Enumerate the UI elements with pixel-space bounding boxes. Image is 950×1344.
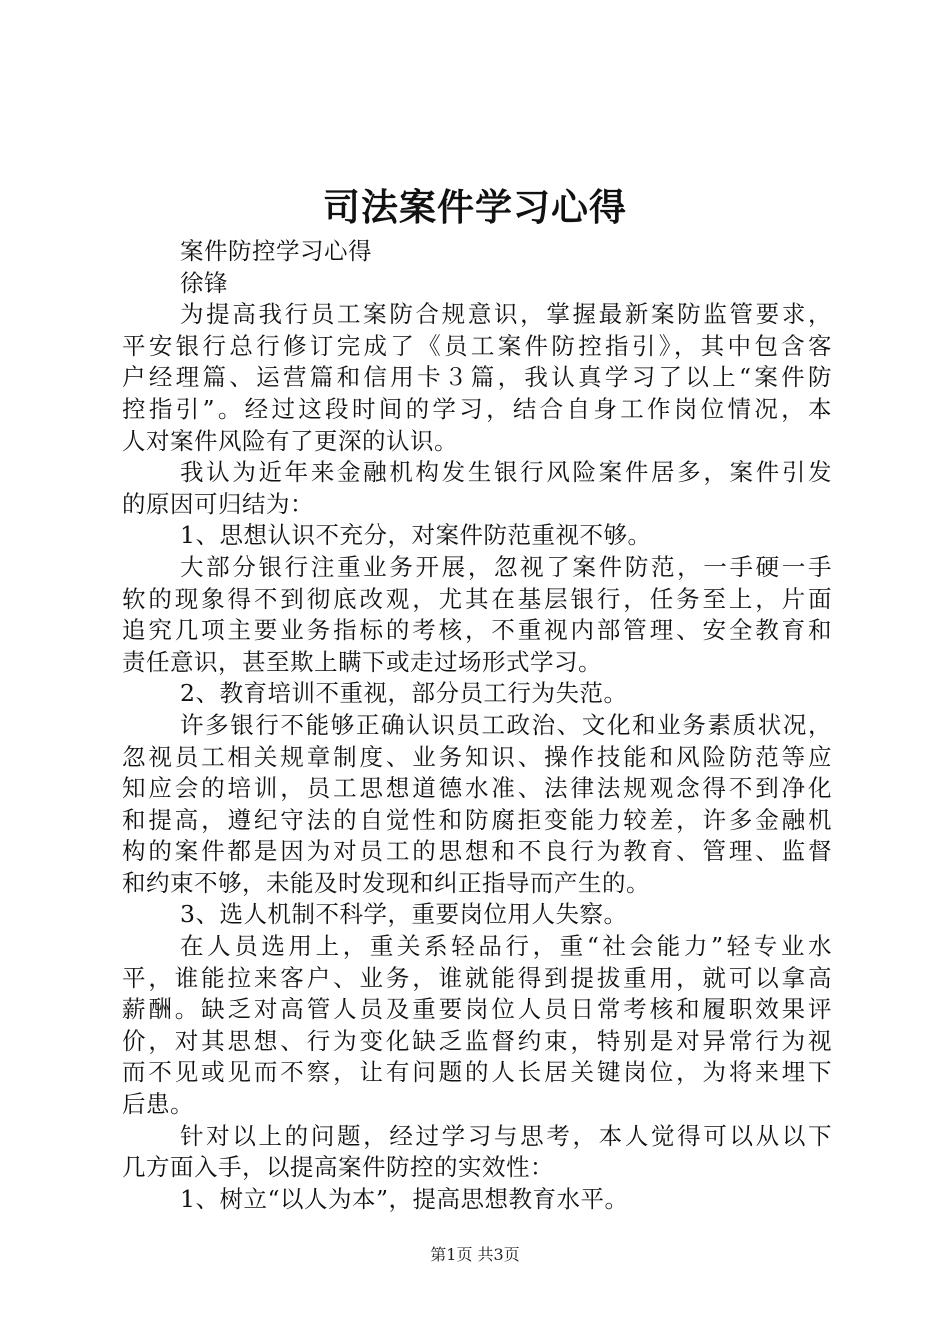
text-line: 平，谁能拉来客户、业务，谁就能得到提拔重用，就可以拿高 — [122, 963, 832, 992]
text-line: 针对以上的问题，经过学习与思考，本人觉得可以从以下 — [180, 1121, 832, 1150]
text-line: 为提高我行员工案防合规意识，掌握最新案防监管要求， — [180, 300, 832, 329]
text-line: 的原因可归结为： — [122, 489, 314, 518]
document-title: 司法案件学习心得 — [323, 185, 627, 229]
text-line: 和约束不够，未能及时发现和纠正指导而产生的。 — [122, 868, 650, 897]
page-footer: 第1页 共3页 — [430, 1245, 520, 1264]
text-line: 徐锋 — [180, 268, 228, 297]
text-line: 人对案件风险有了更深的认识。 — [122, 426, 458, 455]
text-line: 1、思想认识不充分，对案件防范重视不够。 — [180, 521, 652, 550]
text-line: 许多银行不能够正确认识员工政治、文化和业务素质状况， — [180, 710, 832, 739]
text-line: 忽视员工相关规章制度、业务知识、操作技能和风险防范等应 — [122, 742, 832, 771]
text-line: 3、选人机制不科学，重要岗位用人失察。 — [180, 900, 628, 929]
text-line: 在人员选用上，重关系轻品行，重“社会能力”轻专业水 — [180, 932, 832, 961]
text-line: 责任意识，甚至欺上瞒下或走过场形式学习。 — [122, 647, 602, 676]
text-line: 构的案件都是因为对员工的思想和不良行为教育、管理、监督 — [122, 837, 832, 866]
text-line: 户经理篇、运营篇和信用卡３篇，我认真学习了以上“案件防 — [122, 363, 832, 392]
text-line: 大部分银行注重业务开展，忽视了案件防范，一手硬一手 — [180, 552, 832, 581]
text-line: 而不见或见而不察，让有问题的人长居关键岗位，为将来埋下 — [122, 1058, 832, 1087]
text-line: 几方面入手，以提高案件防控的实效性： — [122, 1153, 554, 1182]
text-line: 薪酬。缺乏对高管人员及重要岗位人员日常考核和履职效果评 — [122, 995, 832, 1024]
text-line: 控指引”。经过这段时间的学习，结合自身工作岗位情况，本 — [122, 394, 832, 423]
text-line: 后患。 — [122, 1090, 194, 1119]
text-line: 平安银行总行修订完成了《员工案件防控指引》，其中包含客 — [122, 331, 832, 360]
text-line: 追究几项主要业务指标的考核，不重视内部管理、安全教育和 — [122, 616, 832, 645]
text-line: 知应会的培训，员工思想道德水准、法律法规观念得不到净化 — [122, 774, 832, 803]
text-line: 案件防控学习心得 — [180, 237, 372, 265]
text-line: 价，对其思想、行为变化缺乏监督约束，特别是对异常行为视 — [122, 1026, 832, 1055]
text-line: 2、教育培训不重视，部分员工行为失范。 — [180, 679, 628, 708]
document-body — [122, 236, 832, 1215]
text-line: 和提高，遵纪守法的自觉性和防腐拒变能力较差，许多金融机 — [122, 805, 832, 834]
text-line: 软的现象得不到彻底改观，尤其在基层银行，任务至上，片面 — [122, 584, 832, 613]
text-line: 我认为近年来金融机构发生银行风险案件居多，案件引发 — [180, 458, 832, 487]
text-line: 1、树立“以人为本”，提高思想教育水平。 — [180, 1184, 629, 1213]
